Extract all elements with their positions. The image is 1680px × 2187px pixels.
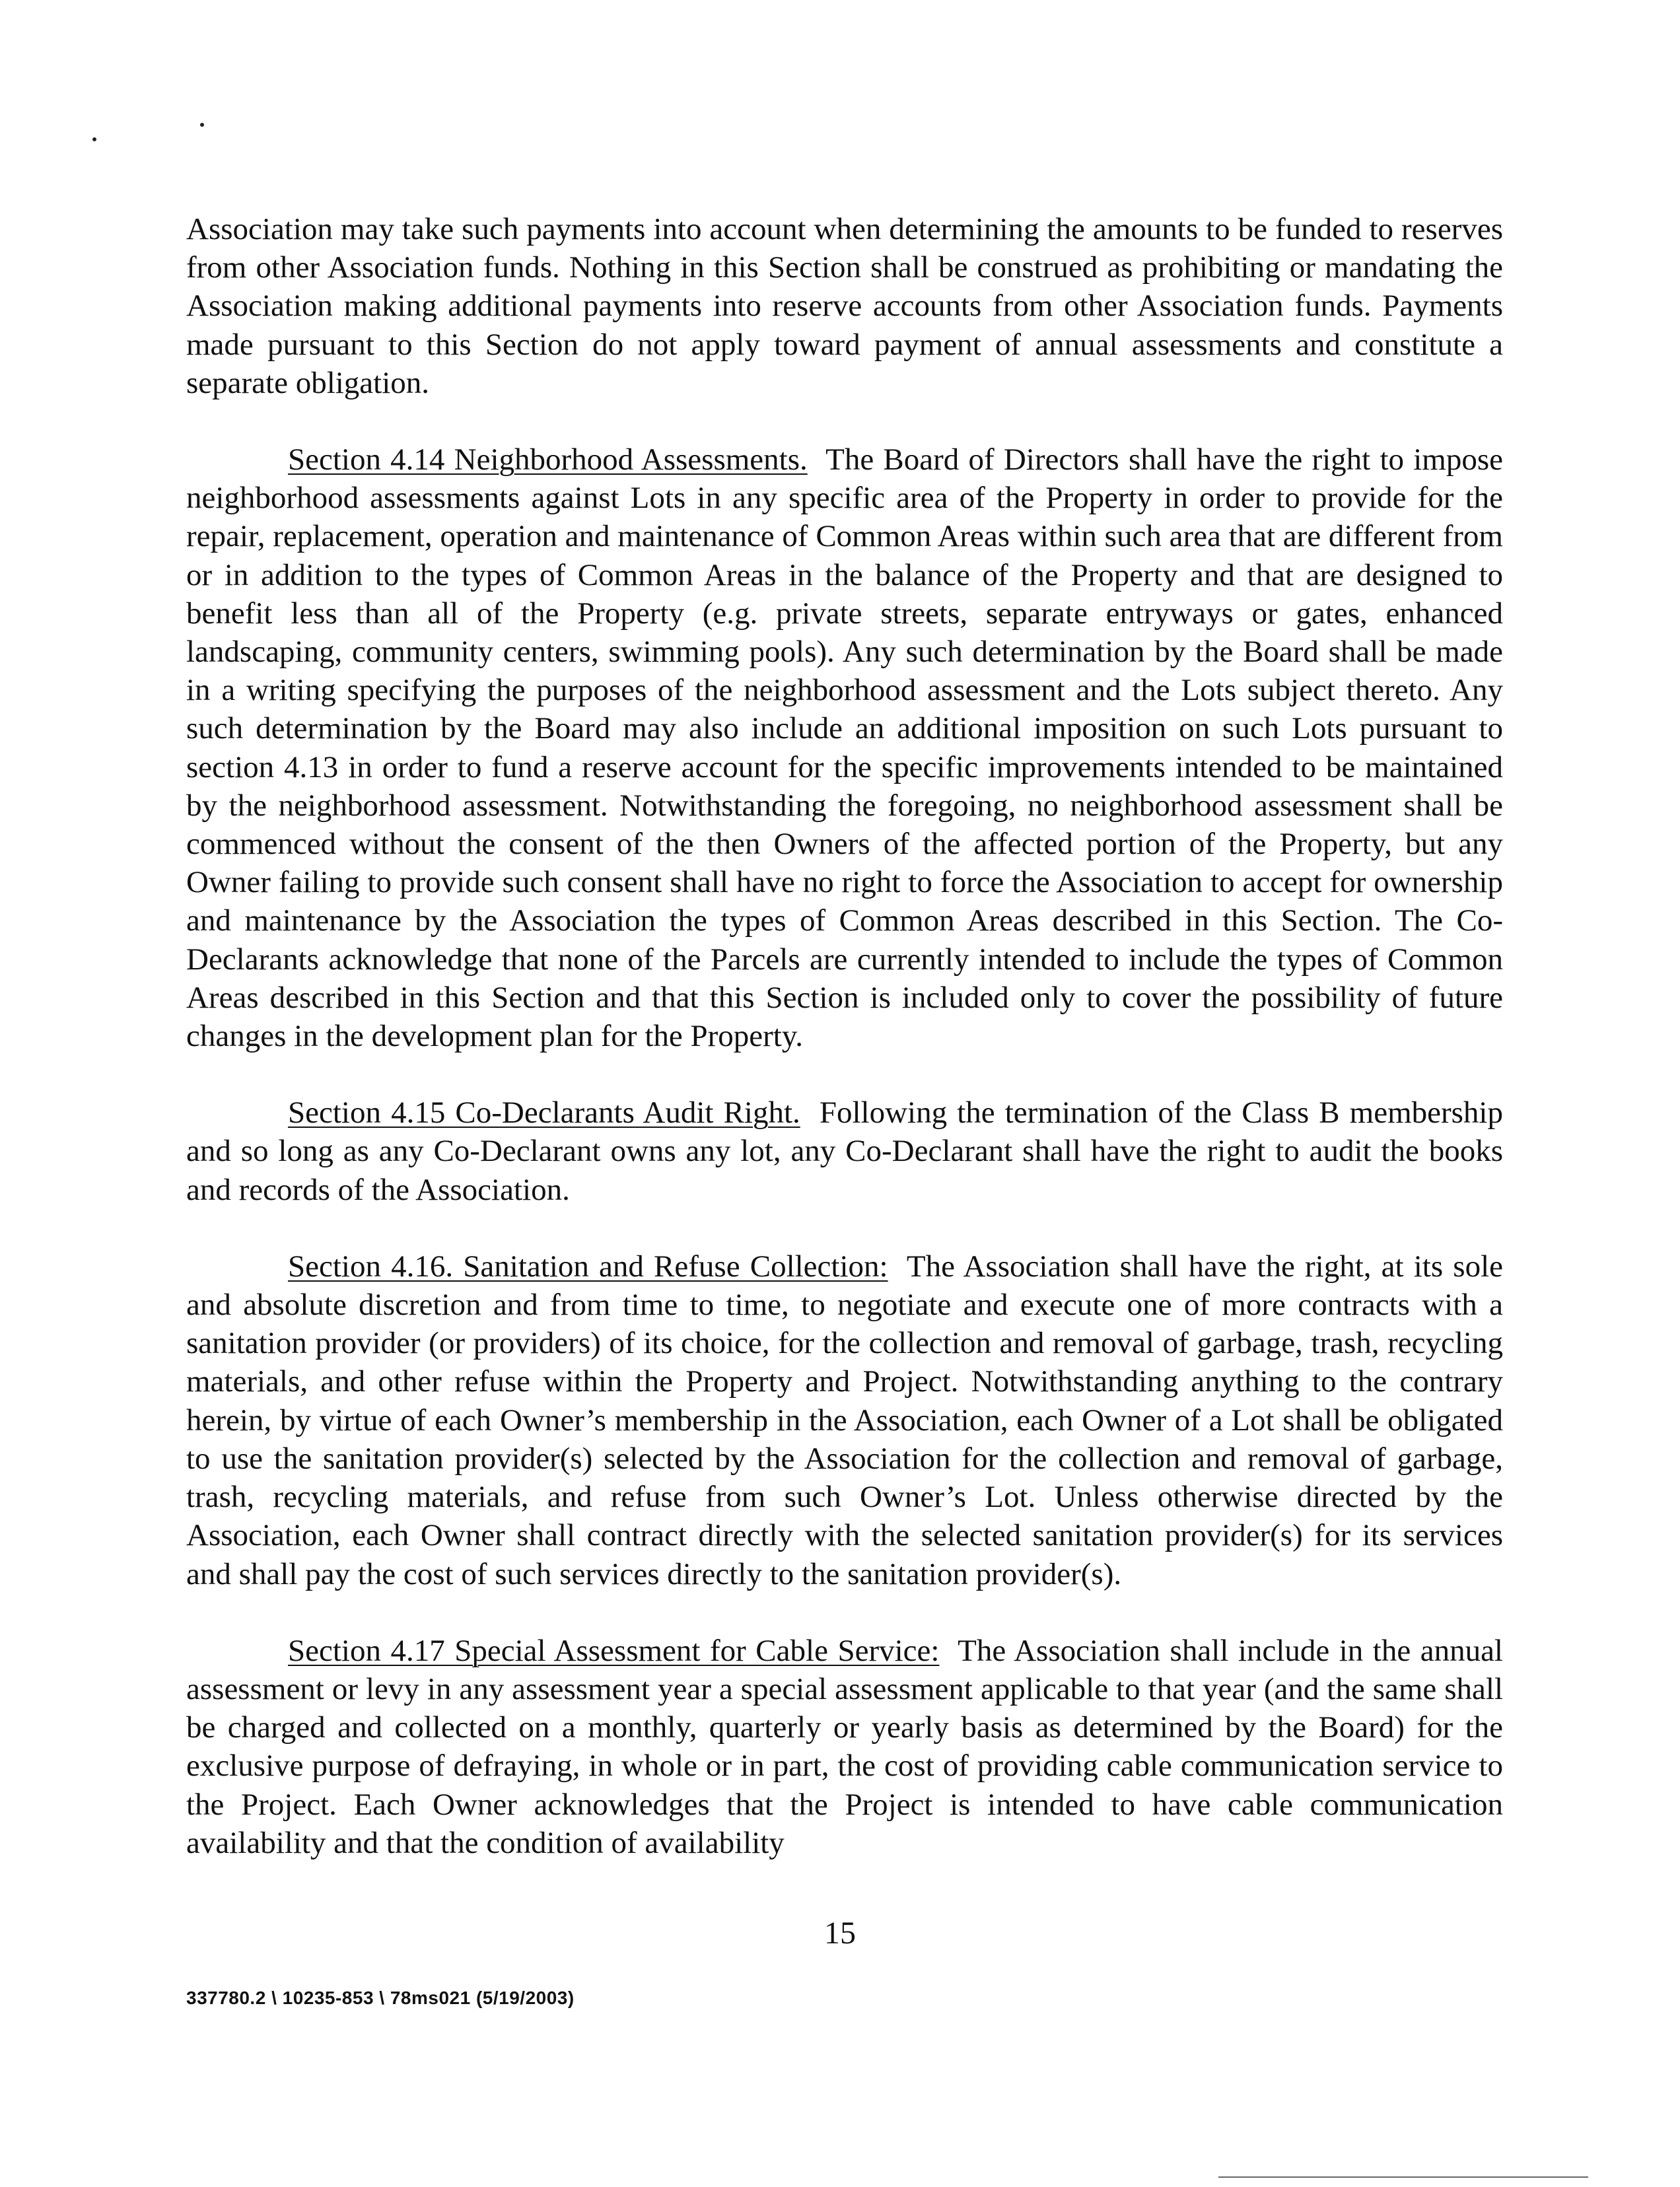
scan-speck xyxy=(92,137,96,141)
document-body xyxy=(186,210,1503,1900)
paragraph-section-4-14 xyxy=(186,440,1503,1055)
scan-artifact-line xyxy=(1218,2176,1588,2178)
paragraph-continuation xyxy=(186,210,1503,402)
scan-speck xyxy=(200,123,204,127)
paragraph-text: The Association shall have the right, at its sole and absolute discretion and from time to time, to negotiate and execute one of more contracts with a sanitation provider (or providers) of its choice, for the collection and removal of garbage, trash, recycling materials, and other refuse within the Property and Project. Notwithstanding anything to the contrary herein, by virtue of each Owner’s membership in the Association, each Owner of a Lot shall be obligated to use the sanitation provider(s) selected by the Association for the collection and removal of garbage, trash, recycling materials, and refuse from such Owner’s Lot. Unless otherwise directed by the Association, each Owner shall contract directly with the selected sanitation provider(s) for its services and shall pay the cost of such services directly to the sanitation provider(s). xyxy=(186,1249,1504,1591)
paragraph-text: The Board of Directors shall have the right to impose neighborhood assessments against Lots in any specific area of the Property in order to provide for the repair, replacement, operation and maintenance of Common Areas within such area that are different from or in addition to the types of Common Areas in the balance of the Property and that are designed to benefit less than all of the Property (e.g. private streets, separate entryways or gates, enhanced landscaping, community centers, swimming pools). Any such determination by the Board shall be made in a writing specifying the purposes of the neighborhood assessment and the Lots subject thereto. Any such determination by the Board may also include an additional imposition on such Lots pursuant to section 4.13 in order to fund a reserve account for the specific improvements intended to be maintained by the neighborhood assessment. Notwithstanding the foregoing, no neighborhood assessment shall be commenced without the consent of the then Owners of the affected portion of the Property, but any Owner failing to provide such consent shall have no right to force the Association to accept for ownership and maintenance by the Association the types of Common Areas described in this Section. The Co-Declarants acknowledge that none of the Parcels are currently intended to include the types of Common Areas described in this Section and that this Section is included only to cover the possibility of future changes in the development plan for the Property. xyxy=(186,442,1503,1054)
paragraph-text: Following the termination of the Class B membership and so long as any Co-Declarant owns any lot, any Co-Declarant shall have the right to audit the books and records of the Association. xyxy=(186,1095,1503,1207)
document-id-footer: 337780.2 \ 10235-853 \ 78ms021 (5/19/2003) xyxy=(186,1988,575,2008)
page-number: 15 xyxy=(824,1916,856,1951)
section-heading: Section 4.14 Neighborhood Assessments. xyxy=(288,442,808,477)
paragraph-text: Association may take such payments into account when determining the amounts to be funded to reserves from other Association funds. Nothing in this Section shall be construed as prohibiting or mandating the Association making additional payments into reserve accounts from other Association funds. Payments made pursuant to this Section do not apply toward payment of annual assessments and constitute a separate obligation. xyxy=(186,212,1503,400)
paragraph-section-4-17 xyxy=(186,1632,1503,1862)
paragraph-section-4-15 xyxy=(186,1094,1503,1209)
section-heading: Section 4.15 Co-Declarants Audit Right. xyxy=(288,1095,800,1130)
section-heading: Section 4.17 Special Assessment for Cable Service: xyxy=(288,1633,940,1668)
section-heading: Section 4.16. Sanitation and Refuse Collection: xyxy=(288,1249,888,1284)
paragraph-text: The Association shall include in the annual assessment or levy in any assessment year a special assessment applicable to that year (and the same shall be charged and collected on a monthly, quarterly or yearly basis as determined by the Board) for the exclusive purpose of defraying, in whole or in part, the cost of providing cable communication service to the Project. Each Owner acknowledges that the Project is intended to have cable communication availability and that the condition of availability xyxy=(186,1633,1503,1860)
paragraph-section-4-16 xyxy=(186,1247,1503,1593)
